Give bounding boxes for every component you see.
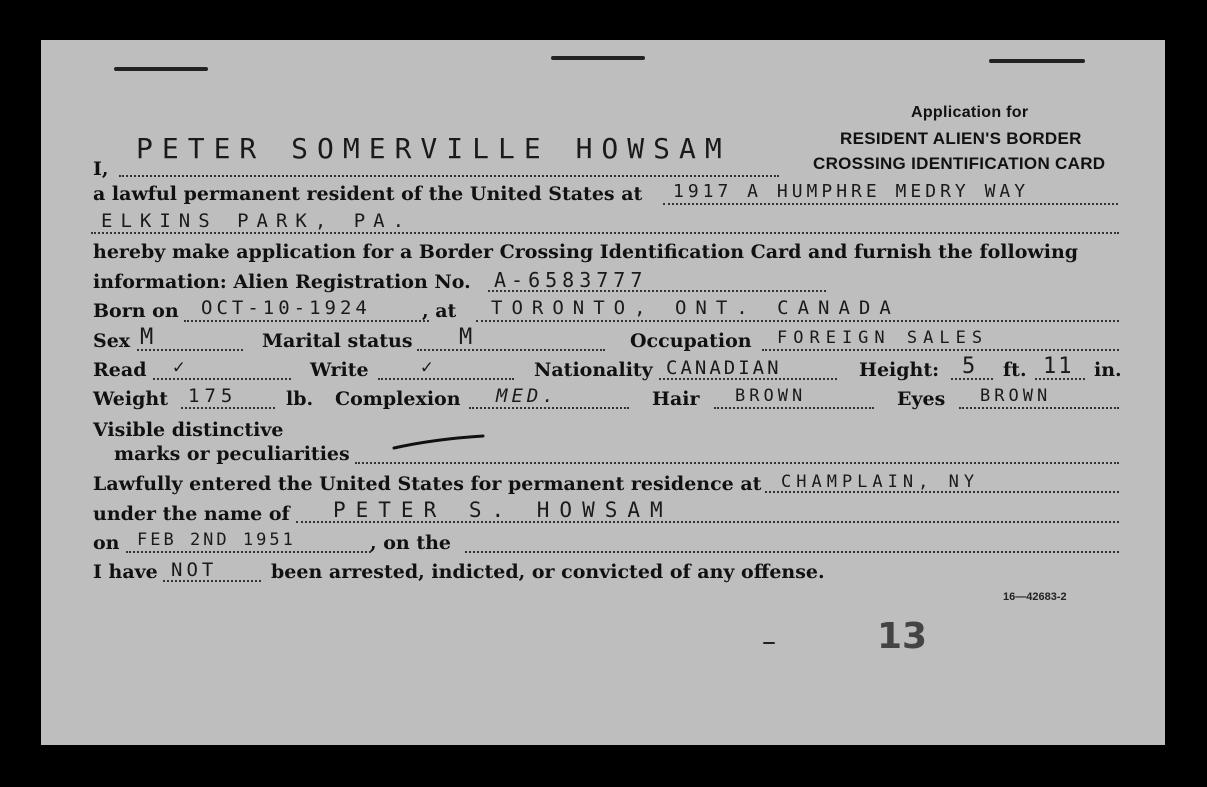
write-label: Write — [310, 359, 369, 381]
arrest-status-value: NOT — [171, 559, 218, 581]
entry-date-value: FEB 2ND 1951 — [137, 530, 296, 550]
marks-peculiarities-label: marks or peculiarities — [114, 443, 350, 465]
write-value: ✓ — [421, 356, 440, 378]
i-have-label: I have — [93, 561, 158, 583]
entry-name-underline — [296, 521, 1119, 523]
address-line-1-value: 1917 A HUMPHRE MEDRY WAY — [673, 181, 1030, 202]
offense-text: been arrested, indicted, or convicted of any offense. — [271, 561, 825, 583]
read-underline — [153, 378, 291, 380]
header-line-1: Application for — [911, 104, 1029, 121]
address-line-2-underline — [91, 232, 1119, 234]
weight-underline — [181, 407, 275, 409]
born-on-label: Born on — [93, 300, 179, 322]
birth-date-value: OCT-10-1924 — [201, 297, 371, 319]
entry-place-underline — [765, 491, 1119, 493]
occupation-value: FOREIGN SALES — [777, 328, 989, 348]
inches-label: in. — [1094, 359, 1122, 381]
lb-label: lb. — [286, 388, 314, 410]
marital-status-underline — [417, 349, 605, 351]
i-label: I, — [93, 158, 109, 180]
alien-registration-underline — [488, 290, 826, 292]
border-crossing-application-card — [41, 40, 1165, 745]
header-line-3: CROSSING IDENTIFICATION CARD — [813, 154, 1106, 173]
eyes-value: BROWN — [980, 386, 1052, 406]
address-line-2-value: ELKINS PARK, PA. — [101, 210, 413, 232]
birth-place-value: TORONTO, ONT. CANADA — [491, 297, 900, 319]
applicant-name-value: PETER SOMERVILLE HOWSAM — [136, 132, 731, 165]
pencil-mark-left — [114, 67, 208, 71]
form-number: 16—42683-2 — [1003, 591, 1067, 603]
on-the-label: , on the — [370, 532, 452, 554]
height-inches-underline — [1035, 378, 1085, 380]
sex-underline — [137, 349, 243, 351]
hair-value: BROWN — [735, 386, 807, 406]
hair-underline — [714, 407, 874, 409]
nationality-underline — [659, 378, 837, 380]
on-label: on — [93, 532, 120, 554]
pencil-mark-center — [551, 56, 645, 60]
read-label: Read — [93, 359, 147, 381]
weight-label: Weight — [93, 388, 168, 410]
weight-value: 175 — [188, 385, 238, 407]
alien-registration-label: information: Alien Registration No. — [93, 271, 471, 293]
nationality-value: CANADIAN — [666, 357, 782, 379]
marital-status-label: Marital status — [262, 330, 413, 352]
complexion-label: Complexion — [335, 388, 461, 410]
height-inches-value: 11 — [1043, 354, 1074, 379]
under-name-label: under the name of — [93, 503, 290, 525]
entry-date-underline — [126, 551, 371, 553]
address-line-1-underline — [663, 203, 1118, 205]
alien-registration-value: A-6583777 — [494, 268, 648, 292]
marks-dash-stroke — [391, 432, 491, 452]
write-underline — [378, 378, 514, 380]
sex-value: M — [140, 325, 161, 350]
visible-distinctive-label: Visible distinctive — [93, 419, 284, 441]
entry-name-value: PETER S. HOWSAM — [333, 498, 673, 522]
occupation-label: Occupation — [630, 330, 752, 352]
complexion-underline — [469, 407, 629, 409]
at-label: , at — [422, 300, 457, 322]
eyes-label: Eyes — [897, 388, 946, 410]
entry-place-value: CHAMPLAIN, NY — [781, 472, 980, 492]
residence-label: a lawful permanent resident of the United States at — [93, 183, 643, 205]
birth-date-underline — [184, 320, 429, 322]
header-line-2: RESIDENT ALIEN'S BORDER — [840, 129, 1082, 148]
height-feet-value: 5 — [962, 354, 983, 379]
on-the-underline — [465, 551, 1119, 553]
nationality-label: Nationality — [534, 359, 653, 381]
entered-label: Lawfully entered the United States for permanent residence at — [93, 473, 762, 495]
height-feet-underline — [951, 378, 993, 380]
hair-label: Hair — [652, 388, 700, 410]
hereby-text: hereby make application for a Border Crossing Identification Card and furnish the following — [93, 241, 1079, 263]
arrest-status-underline — [163, 580, 261, 582]
marital-status-value: M — [459, 325, 480, 350]
pencil-tick — [763, 642, 775, 644]
sex-label: Sex — [93, 330, 131, 352]
feet-label: ft. — [1003, 359, 1027, 381]
occupation-underline — [762, 349, 1119, 351]
read-value: ✓ — [173, 356, 192, 378]
name-line — [119, 175, 779, 177]
birth-place-underline — [476, 320, 1119, 322]
height-label: Height: — [859, 359, 940, 381]
marks-underline — [355, 462, 1119, 464]
pencil-mark-right — [989, 59, 1085, 63]
complexion-value: MED. — [496, 385, 558, 407]
stamp-number: 13 — [877, 616, 928, 657]
eyes-underline — [959, 407, 1119, 409]
